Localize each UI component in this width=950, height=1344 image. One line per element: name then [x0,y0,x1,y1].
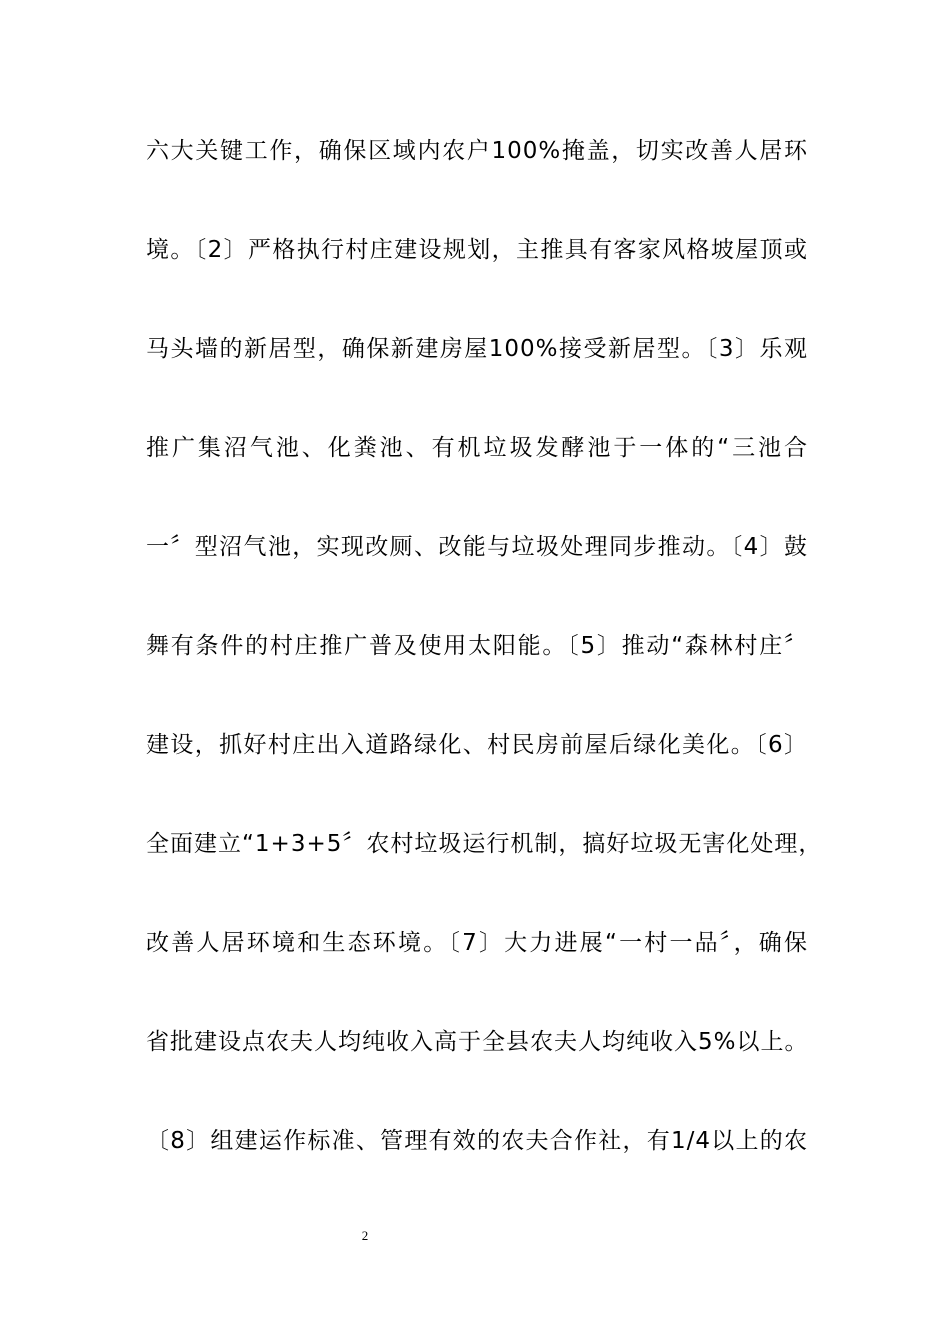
paragraph-line: 境。〔2〕严格执行村庄建设规划，主推具有客家风格坡屋顶或 [146,237,808,263]
paragraph-line: 马头墙的新居型，确保新建房屋100%接受新居型。〔3〕乐观 [146,336,808,362]
paragraph-line: 推广集沼气池、化粪池、有机垃圾发酵池于一体的“三池合 [146,435,808,461]
paragraph-line: 改善人居环境和生态环境。〔7〕大力进展“一村一品〞，确保 [146,930,808,956]
paragraph-line: 建设，抓好村庄出入道路绿化、村民房前屋后绿化美化。〔6〕 [146,732,808,758]
paragraph-line: 六大关键工作，确保区域内农户100%掩盖，切实改善人居环 [146,138,808,164]
paragraph-line: 一〞型沼气池，实现改厕、改能与垃圾处理同步推动。〔4〕鼓 [146,534,808,560]
paragraph-line: 〔8〕组建运作标准、管理有效的农夫合作社，有1/4以上的农 [146,1128,808,1154]
paragraph-line: 省批建设点农夫人均纯收入高于全县农夫人均纯收入5%以上。 [146,1029,809,1055]
paragraph-line: 全面建立“1+3+5〞农村垃圾运行机制，搞好垃圾无害化处理， [146,831,823,857]
page-number: 2 [361,1228,369,1243]
paragraph-line: 舞有条件的村庄推广普及使用太阳能。〔5〕推动“森林村庄〞 [146,633,808,659]
